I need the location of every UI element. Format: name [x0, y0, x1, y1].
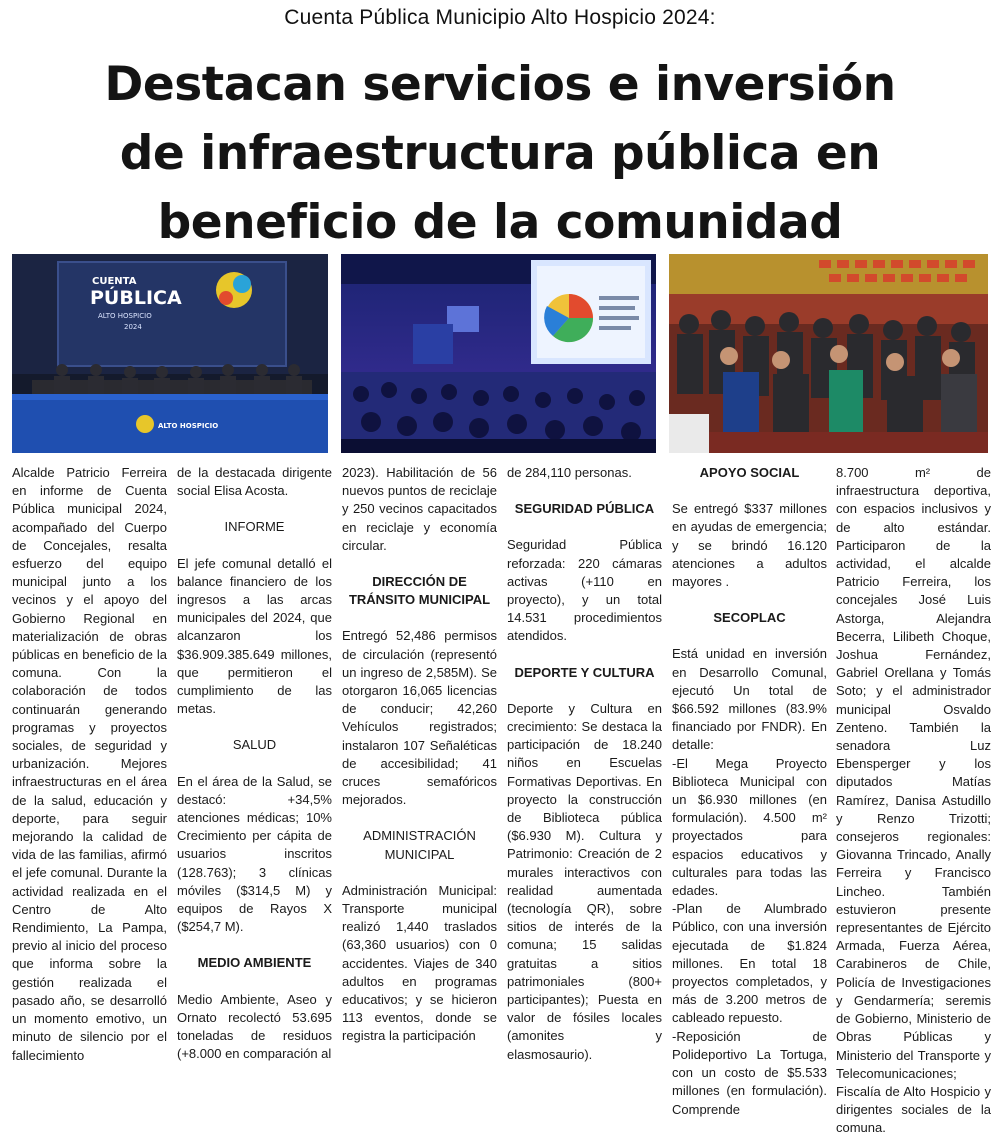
paragraph: 2023). Habilitación de 56 nuevos puntos de reciclaje y 250 vecinos capacitados en reciclaje y economía circular. [342, 465, 497, 553]
paragraph: Entregó 52,486 permisos de circulación (representó un ingreso de 2,585M). Se otorgaron 16,065 licencias de conducir; 42,260 Vehículos registrados; instalaron 107 Señaléticas de accesibilidad; 41 cruces semafóricos mejorados. [342, 628, 497, 808]
paragraph: 8.700 m² de infraestructura deportiva, con espacios inclusivos y de alto estándar. Participaron de la actividad, el alcalde Patricio Ferreira, los concejales José Luis Astorga, Alejandra Becerra, Lilibeth Choque, Joshua Fernández, Gabriel Orellana y Tomás Soto; y el administrador municipal Osvaldo Zenteno. También la senadora Luz Ebensperger y los diputados Matías Ramírez, Danisa Astudillo y Renzo Trizotti; consejeros regionales: Giovanna Trincado, Anally Ferreira y Francisco Lincheo. También estuvieron presente representantes de Ejército Armada, Fuerza Aérea, Carabineros de Chile, Policía de Investigaciones y Gendarmería; seremis de Gobierno, Ministerio de Obras Públicas y Ministerio del Transporte y Telecomunicaciones; Fiscalía de Alto Hospicio y dirigentes sociales de la comuna. [836, 465, 991, 1136]
paragraph: Seguridad Pública reforzada: 220 cámaras activas (+110 en proyecto), y un total 14.531 procedimientos atendidos. [507, 537, 662, 644]
section-heading: SALUD [232, 737, 277, 753]
photo-strip [12, 254, 988, 453]
headline-line-3: beneficio de la comunidad [157, 195, 843, 250]
article-body [12, 464, 991, 1136]
screen-line-3: ALTO HOSPICIO [98, 312, 152, 320]
column-4 [507, 464, 662, 1060]
section-heading: SECOPLAC [713, 610, 786, 626]
screen-line-2: PÚBLICA [90, 287, 182, 309]
paragraph: Está unidad en inversión en Desarrollo Comunal, ejecutó Un total de $66.592 millones (83.9% financiado por FNDR). En detalle: [672, 646, 827, 753]
screen-line-4: 2024 [124, 323, 142, 331]
paragraph: de la destacada dirigente social Elisa Acosta. [177, 465, 332, 499]
kicker: Cuenta Pública Municipio Alto Hospicio 2024: [284, 6, 716, 29]
paragraph: El jefe comunal detalló el balance financiero de los ingresos a las arcas municipales del 2024, que alcanzaron los $36.909.385.649 millones, que permitieron el cumplimiento de las metas. [177, 555, 332, 717]
section-heading: APOYO SOCIAL [699, 465, 800, 480]
paragraph: Alcalde Patricio Ferreira en informe de Cuenta Pública municipal 2024, acompañado del Cuerpo de Concejales, resalta esfuerzo del equipo municipal junto a los vecinos y el apoyo del Gobierno Regional en materialización de obras públicas en beneficio de la comuna. Con la colaboración de todos continuarán generando programas y proyectos sociales, de seguridad y urbanización. Mejores infraestructuras en el área de la salud, educación y deporte, para seguir mejorando la calidad de vida de las familias, afirmó el jefe comunal. Durante la actividad realizada en el Centro de Alto Rendimiento, La Pampa, previo al inicio del proceso que informa sobre la gestión realizada el pasado año, se desarrolló un momento emotivo, un minuto de silencio por el fallecimiento [12, 465, 167, 1063]
column-5 [672, 464, 827, 1117]
audience-illustration [669, 254, 988, 453]
headline-line-1: Destacan servicios e inversión [104, 57, 896, 112]
photo-auditorium-panel [341, 254, 656, 453]
column-3 [342, 464, 497, 1060]
section-heading: DEPORTE Y CULTURA [514, 664, 655, 680]
photo-audience-panel [669, 254, 988, 453]
paragraph: Deporte y Cultura en crecimiento: Se destaca la participación de 18.240 niños en Escuelas Formativas Deportivas. En proyecto la construcción de Biblioteca pública ($6.930 M). Cultura y Patrimonio: Creación de 2 murales interactivos con realidad aumentada (tecnología QR), sobre sitios de interés de la comuna; 15 salidas gratuitas a sitios patrimoniales (800+ participantes); Puesta en valor de fósiles locales (amonites y elasmosaurio). [507, 700, 662, 1062]
headline-line-2: de infraestructura pública en [119, 126, 881, 181]
section-heading: SEGURIDAD PÚBLICA [514, 501, 655, 517]
column-6 [836, 464, 991, 1136]
section-heading: INFORME [224, 519, 285, 535]
paragraph: -El Mega Proyecto Biblioteca Municipal con un $6.930 millones (en formulación). 4.500 m² proyectados para espacios educativos y culturales para todas las edades. [672, 755, 827, 899]
column-2 [177, 464, 332, 1060]
section-heading: MEDIO AMBIENTE [197, 955, 312, 971]
column-1 [12, 464, 167, 1063]
paragraph: -Plan de Alumbrado Público, con una inversión ejecutada de $1.824 millones. En total 18 proyectos completados, y más de 3.200 metros de cableado repuesto. [672, 901, 827, 1026]
paragraph: Administración Municipal: Transporte municipal realizó 1,440 traslados (63,360 usuarios) con 0 accidentes. Viajes de 340 adultos en programas educativos; y se hicieron 113 eventos, donde se registra la participación [342, 882, 497, 1044]
paragraph: Se entregó $337 millones en ayudas de emergencia; y se brindó 16.120 atenciones a adultos mayores . [672, 501, 827, 590]
screen-line-1: CUENTA [92, 276, 137, 287]
auditorium-illustration [341, 254, 656, 453]
section-heading: ADMINISTRACIÓN MUNICIPAL [363, 828, 476, 862]
stage-illustration [12, 254, 328, 453]
paragraph: -Reposición de Polideportivo La Tortuga, con un costo de $5.533 millones (en formulación). Comprende [672, 1028, 827, 1117]
headline [10, 50, 990, 257]
section-heading: DIRECCIÓN DE TRÁNSITO MUNICIPAL [348, 574, 491, 608]
paragraph: Medio Ambiente, Aseo y Ornato recolectó 53.695 toneladas de residuos (+8.000 en comparación al [177, 991, 332, 1062]
paragraph: En el área de la Salud, se destacó: +34,5% atenciones médicas; 10% Crecimiento per cápita de usuarios inscritos (128.763); 3 clínicas móviles ($314,5 M) y equipos de Rayos X ($254,7 M). [177, 773, 332, 935]
photo-stage-panel [12, 254, 328, 453]
paragraph: de 284,110 personas. [507, 465, 632, 480]
logo-text: ALTO HOSPICIO [158, 422, 219, 430]
